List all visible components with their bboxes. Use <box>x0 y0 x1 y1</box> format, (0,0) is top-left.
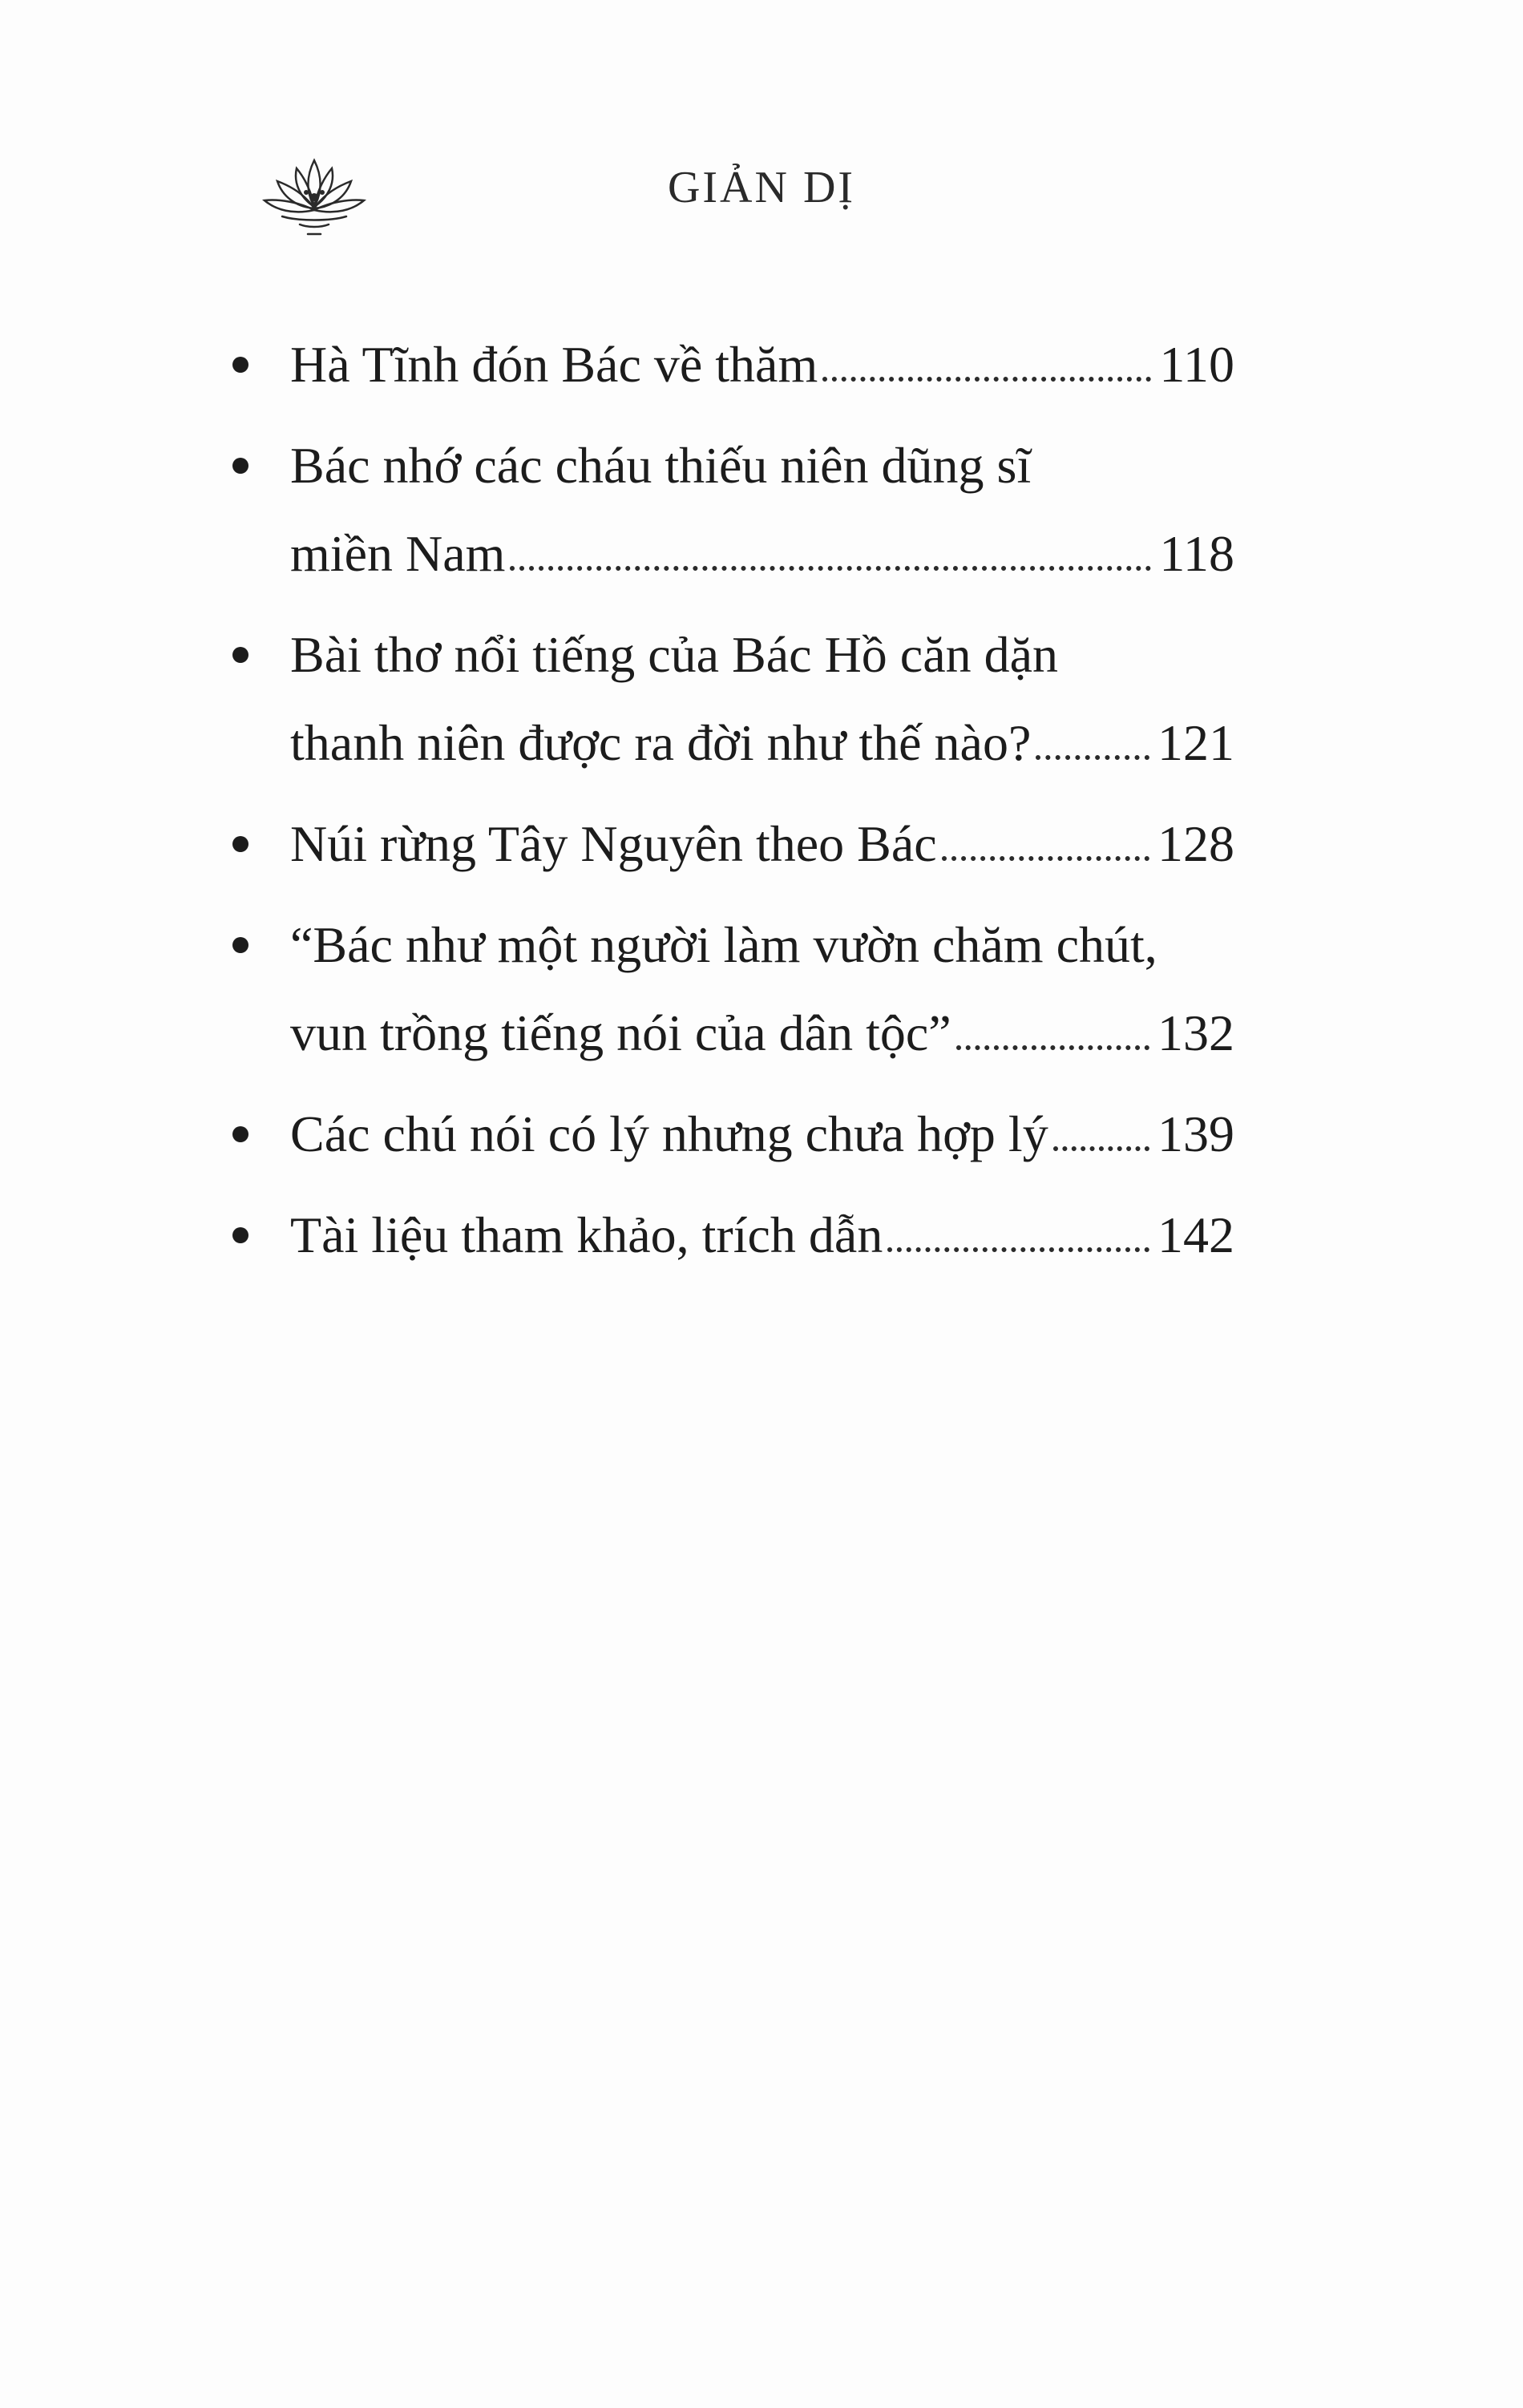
toc-entry-line <box>290 1090 1234 1178</box>
dot-leader <box>887 1247 1149 1252</box>
toc-entry-line <box>290 510 1234 598</box>
toc-entry-title-continued: thanh niên được ra đời như thế nào? <box>290 714 1032 771</box>
toc-page-number: 139 <box>1157 1105 1234 1162</box>
page-header <box>0 144 1523 240</box>
toc-entry-title: Hà Tĩnh đón Bác về thăm <box>290 336 818 393</box>
dot-leader <box>942 856 1149 861</box>
toc-entry-4[interactable] <box>232 800 1234 888</box>
toc-page-number: 110 <box>1159 336 1234 393</box>
toc-entry-title: “Bác như một người làm vườn chăm chút, <box>290 916 1157 973</box>
toc-entry-3[interactable] <box>232 611 1234 787</box>
toc-page-number: 132 <box>1157 1004 1234 1061</box>
dot-leader <box>510 566 1151 571</box>
bullet-icon <box>232 1126 248 1142</box>
toc-entry-title-continued: miền Nam <box>290 525 506 582</box>
running-title: GIẢN DỊ <box>667 163 856 212</box>
toc-page-number: 121 <box>1157 714 1234 771</box>
dot-leader <box>1053 1146 1149 1151</box>
bullet-icon <box>232 647 248 663</box>
dot-leader <box>822 377 1151 382</box>
toc-entry-title: Bài thơ nổi tiếng của Bác Hồ căn dặn <box>290 626 1058 683</box>
toc-entry-title-continued: vun trồng tiếng nói của dân tộc” <box>290 1004 951 1061</box>
toc-entry-5[interactable] <box>232 901 1234 1077</box>
toc-entry-title: Các chú nói có lý nhưng chưa hợp lý <box>290 1105 1048 1162</box>
toc-entry-title: Núi rừng Tây Nguyên theo Bác <box>290 815 937 872</box>
toc-entry-line <box>290 699 1234 787</box>
dot-leader <box>1036 755 1149 760</box>
toc-entry-1[interactable] <box>232 321 1234 409</box>
toc-entry-line <box>290 989 1234 1077</box>
toc-entry-6[interactable] <box>232 1090 1234 1178</box>
toc-entry-line <box>290 800 1234 888</box>
toc-entry-2[interactable] <box>232 422 1234 598</box>
table-of-contents <box>232 321 1234 1292</box>
toc-entry-title: Bác nhớ các cháu thiếu niên dũng sĩ <box>290 437 1032 494</box>
bullet-icon <box>232 357 248 373</box>
toc-page-number: 128 <box>1157 815 1234 872</box>
toc-entry-title: Tài liệu tham khảo, trích dẫn <box>290 1206 883 1263</box>
toc-page-number: 118 <box>1159 525 1234 582</box>
toc-entry-7[interactable] <box>232 1191 1234 1279</box>
toc-entry-line <box>290 1191 1234 1279</box>
bullet-icon <box>232 1227 248 1243</box>
toc-entry-line <box>290 321 1234 409</box>
bullet-icon <box>232 836 248 852</box>
dot-leader <box>956 1045 1149 1050</box>
toc-page-number: 142 <box>1157 1206 1234 1263</box>
bullet-icon <box>232 937 248 953</box>
bullet-icon <box>232 458 248 474</box>
